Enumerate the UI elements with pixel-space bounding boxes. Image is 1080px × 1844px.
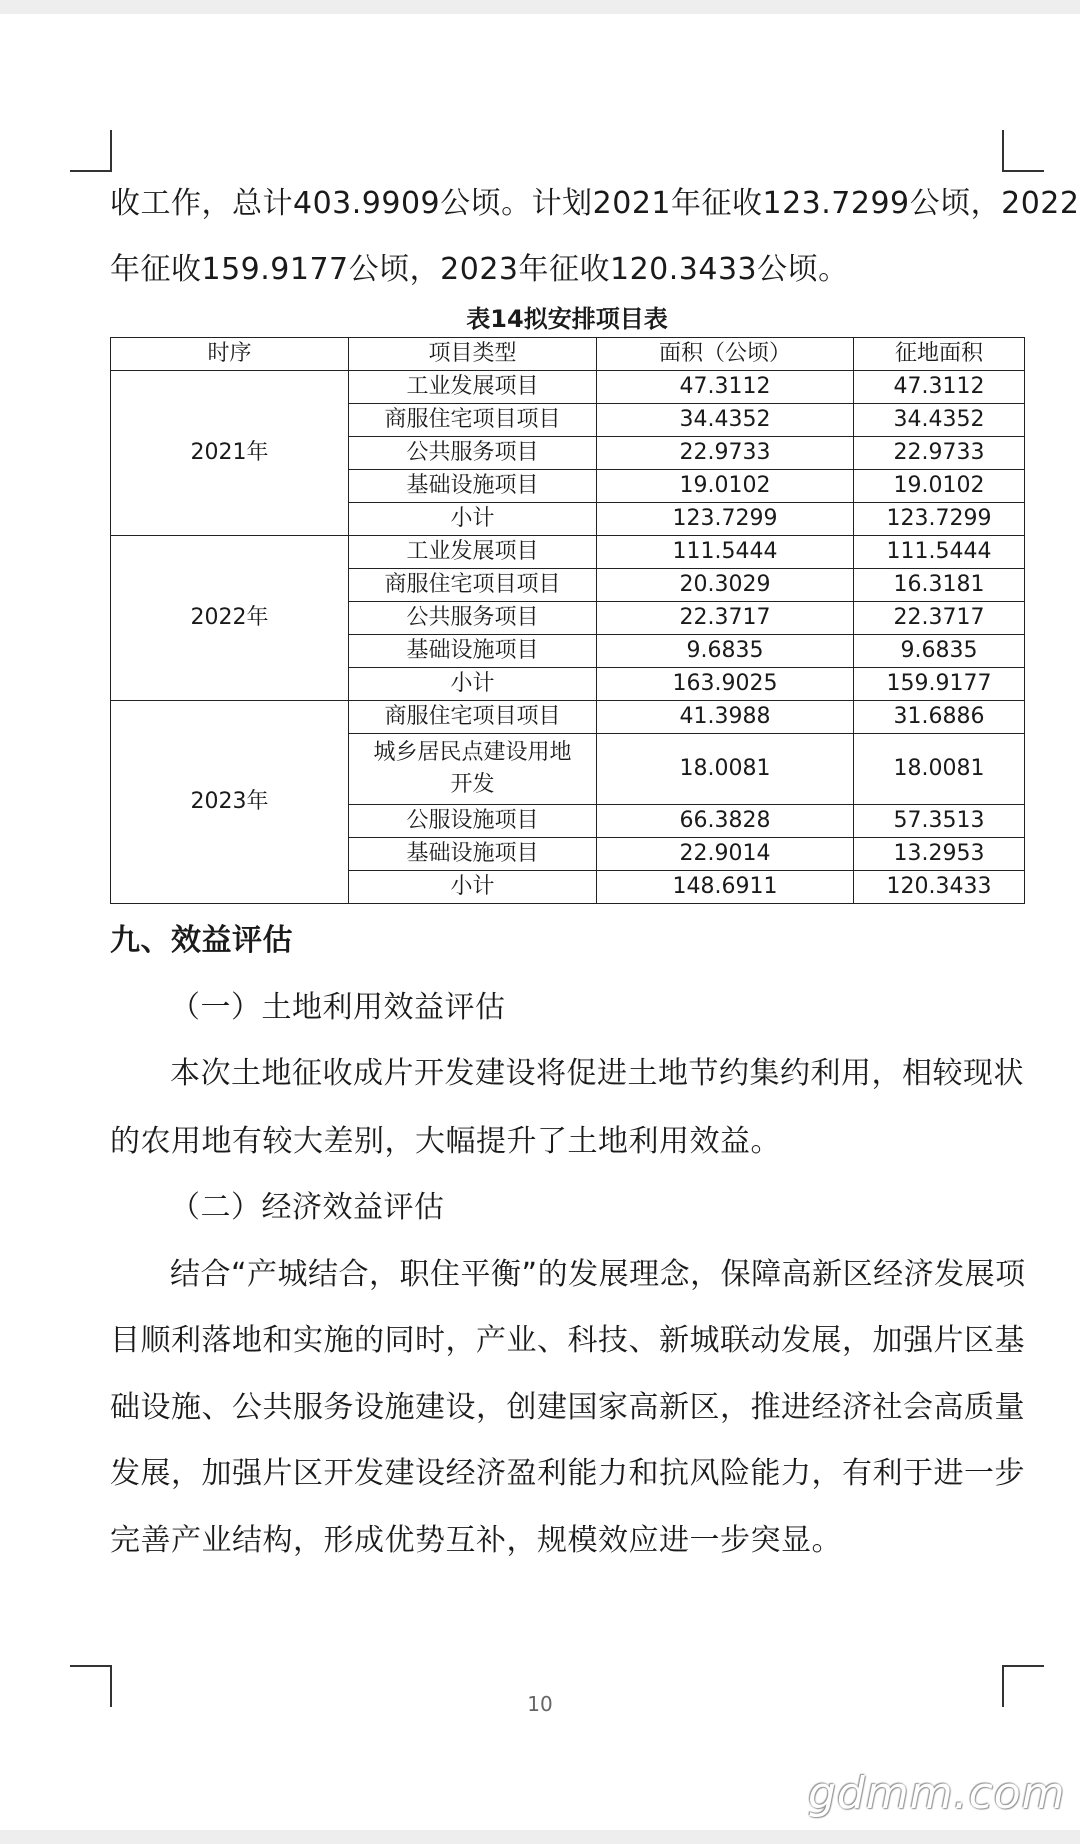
acq-cell: 31.6886 [854, 701, 1025, 734]
acq-cell: 18.0081 [854, 734, 1025, 805]
header-area: 面积（公顷） [597, 338, 854, 371]
acq-cell: 22.9733 [854, 437, 1025, 470]
acq-cell: 159.9177 [854, 668, 1025, 701]
year-cell: 2022年 [111, 536, 349, 701]
type-cell: 小计 [349, 871, 597, 904]
type-cell: 商服住宅项目项目 [349, 404, 597, 437]
acq-cell: 34.4352 [854, 404, 1025, 437]
year-cell: 2021年 [111, 371, 349, 536]
sub2-line-2: 目顺利落地和实施的同时，产业、科技、新城联动发展，加强片区基 [110, 1323, 1025, 1358]
type-line-2: 开发 [450, 772, 495, 797]
type-cell: 公服设施项目 [349, 805, 597, 838]
subsection-2-heading: （二）经济效益评估 [170, 1190, 445, 1225]
area-cell: 163.9025 [597, 668, 854, 701]
type-cell: 小计 [349, 668, 597, 701]
table-row [111, 701, 1025, 734]
area-cell: 41.3988 [597, 701, 854, 734]
area-cell: 34.4352 [597, 404, 854, 437]
page-number: 10 [527, 1692, 553, 1716]
sub1-line-1: 本次土地征收成片开发建设将促进土地节约集约利用，相较现状 [170, 1056, 1024, 1091]
area-cell: 20.3029 [597, 569, 854, 602]
project-table [110, 337, 1025, 904]
type-cell: 商服住宅项目项目 [349, 701, 597, 734]
table-row [111, 536, 1025, 569]
type-cell: 公共服务项目 [349, 437, 597, 470]
sub2-line-5: 完善产业结构，形成优势互补，规模效应进一步突显。 [110, 1523, 842, 1558]
acq-cell: 9.6835 [854, 635, 1025, 668]
section-heading: 九、效益评估 [110, 923, 293, 958]
type-cell: 工业发展项目 [349, 536, 597, 569]
header-period: 时序 [111, 338, 349, 371]
top-edge [0, 0, 1080, 14]
intro-line-2: 年征收159.9177公顷，2023年征收120.3433公顷。 [110, 252, 849, 287]
type-cell: 小计 [349, 503, 597, 536]
acq-cell: 16.3181 [854, 569, 1025, 602]
sub2-line-1: 结合“产城结合，职住平衡”的发展理念，保障高新区经济发展项 [170, 1257, 1026, 1292]
area-cell: 111.5444 [597, 536, 854, 569]
type-cell [349, 734, 597, 805]
acq-cell: 123.7299 [854, 503, 1025, 536]
acq-cell: 13.2953 [854, 838, 1025, 871]
sub2-line-3: 础设施、公共服务设施建设，创建国家高新区，推进经济社会高质量 [110, 1390, 1025, 1425]
acq-cell: 111.5444 [854, 536, 1025, 569]
sub2-line-4: 发展，加强片区开发建设经济盈利能力和抗风险能力，有利于进一步 [110, 1456, 1025, 1491]
acq-cell: 47.3112 [854, 371, 1025, 404]
type-cell: 公共服务项目 [349, 602, 597, 635]
area-cell: 18.0081 [597, 734, 854, 805]
acq-cell: 22.3717 [854, 602, 1025, 635]
intro-line-1: 收工作，总计403.9909公顷。计划2021年征收123.7299公顷，2022 [110, 186, 1080, 221]
watermark: gdmm.com [808, 1768, 1066, 1819]
type-cell: 商服住宅项目项目 [349, 569, 597, 602]
crop-mark-top-left [70, 130, 112, 172]
area-cell: 22.3717 [597, 602, 854, 635]
type-cell: 基础设施项目 [349, 635, 597, 668]
area-cell: 47.3112 [597, 371, 854, 404]
table-title: 表14拟安排项目表 [466, 305, 668, 333]
area-cell: 9.6835 [597, 635, 854, 668]
crop-mark-top-right [1002, 130, 1044, 172]
year-cell: 2023年 [111, 701, 349, 904]
bottom-edge [0, 1830, 1080, 1844]
table-row [111, 371, 1025, 404]
type-cell: 基础设施项目 [349, 838, 597, 871]
area-cell: 22.9733 [597, 437, 854, 470]
table-header-row [111, 338, 1025, 371]
header-type: 项目类型 [349, 338, 597, 371]
type-cell: 工业发展项目 [349, 371, 597, 404]
subsection-1-heading: （一）土地利用效益评估 [170, 990, 506, 1025]
header-acquired-area: 征地面积 [854, 338, 1025, 371]
acq-cell: 19.0102 [854, 470, 1025, 503]
area-cell: 123.7299 [597, 503, 854, 536]
type-cell: 基础设施项目 [349, 470, 597, 503]
acq-cell: 57.3513 [854, 805, 1025, 838]
area-cell: 148.6911 [597, 871, 854, 904]
type-line-1: 城乡居民点建设用地 [373, 740, 572, 765]
area-cell: 66.3828 [597, 805, 854, 838]
sub1-line-2: 的农用地有较大差别，大幅提升了土地利用效益。 [110, 1124, 781, 1159]
area-cell: 19.0102 [597, 470, 854, 503]
acq-cell: 120.3433 [854, 871, 1025, 904]
area-cell: 22.9014 [597, 838, 854, 871]
